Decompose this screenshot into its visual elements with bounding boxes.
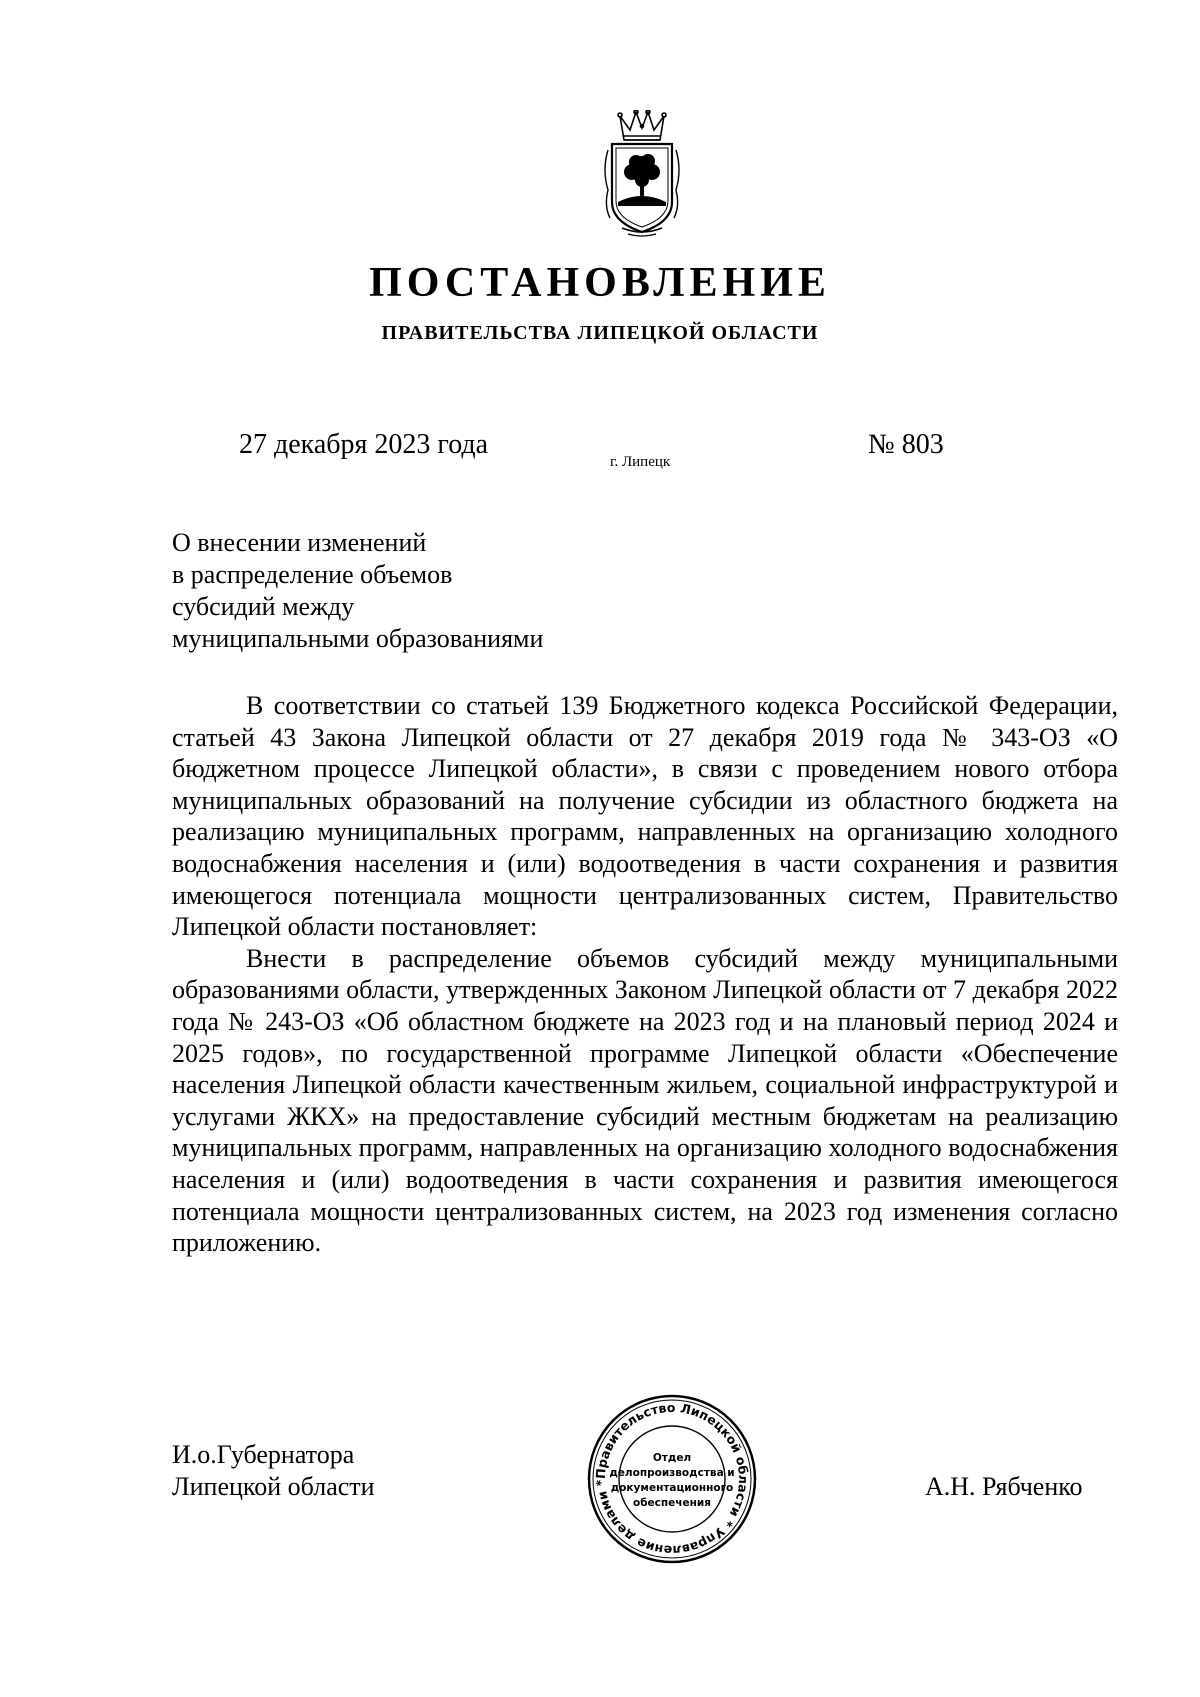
body-paragraph: В соответствии со статьей 139 Бюджетного кодекса Российской Федерации, статьей 43 Закона Липецкой области от 27 декабря 2019 года № 343-ОЗ «О бюджетном процессе Липецкой области», в связи с проведением нового отбора муниципальных образований на получение субсидии из областного бюджета на реализацию муниципальных программ, направленных на организацию холодного водоснабжения населения и (или) водоотведения в части сохранения и развития имеющегося потенциала мощности централизованных систем, Правительство Липецкой области постановляет:: [172, 691, 1118, 942]
coat-of-arms-icon: [594, 110, 690, 238]
signer-position-line: Липецкой области: [172, 1472, 375, 1501]
signer-position: [172, 1439, 375, 1503]
stamp-inner-line: документационного: [610, 1482, 734, 1494]
body-paragraph: Внести в распределение объемов субсидий между муниципальными образованиями области, утвержденных Законом Липецкой области от 7 декабря 2022 года № 243-ОЗ «Об областном бюджете на 2023 год и на плановый период 2024 и 2025 годов», по государственной программе Липецкой области «Обеспечение населения Липецкой области качественным жильем, социальной инфраструктурой и услугами ЖКХ» на предоставление субсидий местным бюджетам на реализацию муниципальных программ, направленных на организацию холодного водоснабжения населения и (или) водоотведения в части сохранения и развития имеющегося потенциала мощности централизованных систем, на 2023 год изменения согласно приложению.: [172, 943, 1118, 1258]
stamp-inner-line: делопроизводства и: [609, 1467, 735, 1479]
stamp-outer-text: Правительство Липецкой области * Управление делами *: [592, 1399, 752, 1559]
official-seal-icon: [586, 1393, 758, 1565]
document-subject: [172, 527, 543, 655]
signer-name: А.Н. Рябченко: [925, 1472, 1083, 1501]
document-place: г. Липецк: [610, 454, 671, 470]
subject-line: субсидий между: [172, 592, 355, 621]
document-date: 27 декабря 2023 года: [239, 429, 489, 460]
document-body: [172, 690, 1118, 1259]
signer-position-line: И.о.Губернатора: [172, 1440, 355, 1469]
stamp-inner-line: Отдел: [652, 1452, 692, 1464]
svg-text:Правительство Липецкой области: [593, 1400, 751, 1558]
document-subtitle: ПРАВИТЕЛЬСТВА ЛИПЕЦКОЙ ОБЛАСТИ: [381, 322, 819, 344]
subject-line: муниципальными образованиями: [172, 624, 544, 653]
document-title: ПОСТАНОВЛЕНИЕ: [369, 260, 831, 306]
document-number: № 803: [868, 429, 944, 460]
subject-line: О внесении изменений: [172, 528, 427, 557]
stamp-inner-line: обеспечения: [633, 1497, 711, 1509]
subject-line: в распределение объемов: [172, 560, 453, 589]
